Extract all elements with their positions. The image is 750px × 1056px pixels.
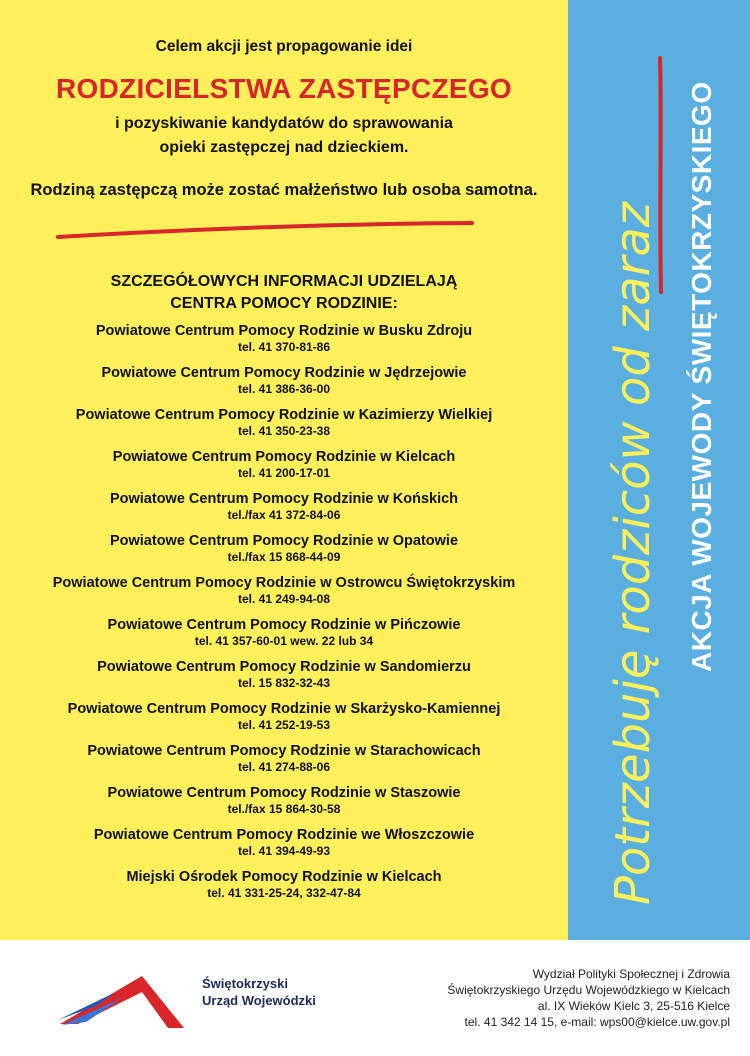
center-phone: tel. 41 357-60-01 wew. 22 lub 34 (194, 634, 374, 648)
center-entry (0, 869, 568, 911)
center-name: Powiatowe Centrum Pomocy Rodzinie w Opatowie (109, 533, 459, 549)
address-line: al. IX Wieków Kielc 3, 25-516 Kielce (537, 999, 730, 1013)
family-statement: Rodziną zastępczą może zostać małżeństwo lub osoba samotna. (30, 181, 538, 199)
center-phone: tel. 41 350-23-38 (237, 424, 331, 438)
center-phone: tel. 41 274-88-06 (237, 760, 331, 774)
intro-line-2: i pozyskiwanie kandydatów do sprawowania (115, 115, 453, 132)
center-name: Powiatowe Centrum Pomocy Rodzinie w Kielcach (112, 449, 456, 465)
center-entry (0, 365, 568, 407)
center-name: Powiatowe Centrum Pomocy Rodzinie w Kazimierzy Wielkiej (75, 407, 493, 423)
center-name: Powiatowe Centrum Pomocy Rodzinie w Jędrzejowie (101, 365, 467, 381)
center-entry (0, 827, 568, 869)
center-entry (0, 575, 568, 617)
center-phone: tel./fax 15 868-44-09 (227, 550, 341, 564)
info-header-line-1: SZCZEGÓŁOWYCH INFORMACJI UDZIELAJĄ (110, 273, 458, 290)
center-phone: tel. 15 832-32-43 (237, 676, 331, 690)
logo-line-1: Świętokrzyski (202, 976, 288, 991)
urzad-logo-icon (56, 962, 196, 1032)
centers-list (0, 323, 568, 911)
center-entry (0, 659, 568, 701)
center-entry (0, 407, 568, 449)
center-name: Miejski Ośrodek Pomocy Rodzinie w Kielcach (126, 869, 442, 885)
center-phone: tel. 41 386-36-00 (237, 382, 331, 396)
logo-line-2: Urząd Wojewódzki (202, 993, 316, 1008)
center-entry (0, 701, 568, 743)
info-header (0, 271, 568, 315)
center-phone: tel. 41 252-19-53 (237, 718, 331, 732)
center-phone: tel. 41 200-17-01 (237, 466, 331, 480)
center-name: Powiatowe Centrum Pomocy Rodzinie w Skarżysko-Kamiennej (67, 701, 501, 717)
center-name: Powiatowe Centrum Pomocy Rodzinie w Staszowie (107, 785, 461, 801)
center-entry (0, 323, 568, 365)
center-phone: tel. 41 394-49-93 (237, 844, 331, 858)
center-name: Powiatowe Centrum Pomocy Rodzinie w Busku Zdroju (95, 323, 473, 339)
center-phone: tel. 41 370-81-86 (237, 340, 331, 354)
center-name: Powiatowe Centrum Pomocy Rodzinie w Pińczowie (107, 617, 461, 633)
red-vertical-stroke (650, 55, 670, 295)
address-line: tel. 41 342 14 15, e-mail: wps00@kielce.uw.gov.pl (464, 1015, 730, 1029)
intro-text: Celem akcji jest propagowanie idei (155, 38, 413, 55)
center-phone: tel./fax 15 864-30-58 (227, 802, 341, 816)
logo-text (202, 975, 316, 1009)
intro-continuation (0, 112, 568, 160)
center-entry (0, 743, 568, 785)
address-line: Świętokrzyskiego Urzędu Wojewódzkiego w Kielcach (447, 983, 730, 997)
center-phone: tel. 41 331-25-24, 332-47-84 (207, 886, 361, 900)
headline: RODZICIELSTWA ZASTĘPCZEGO (55, 73, 513, 104)
center-name: Powiatowe Centrum Pomocy Rodzinie w Ostrowcu Świętokrzyskim (52, 575, 516, 591)
info-header-line-2: CENTRA POMOCY RODZINIE: (170, 295, 398, 312)
intro-line-3: opieki zastępczej nad dzieckiem. (159, 139, 409, 156)
center-name: Powiatowe Centrum Pomocy Rodzinie w Końskich (109, 491, 459, 507)
center-entry (0, 449, 568, 491)
address-block (447, 966, 730, 1030)
center-phone: tel./fax 41 372-84-06 (227, 508, 341, 522)
center-phone: tel. 41 249-94-08 (237, 592, 331, 606)
center-name: Powiatowe Centrum Pomocy Rodzinie w Sandomierzu (97, 659, 471, 675)
slogan-vertical: Potrzebuję rodziców od zaraz (605, 201, 661, 905)
center-name: Powiatowe Centrum Pomocy Rodzinie w Starachowicach (87, 743, 481, 759)
center-name: Powiatowe Centrum Pomocy Rodzinie we Włoszczowie (93, 827, 475, 843)
address-line: Wydział Polityki Społecznej i Zdrowia (532, 967, 730, 981)
campaign-org-vertical: AKCJA WOJEWODY ŚWIĘTOKRZYSKIEGO (686, 81, 717, 672)
center-entry (0, 785, 568, 827)
center-entry (0, 533, 568, 575)
center-entry (0, 617, 568, 659)
center-entry (0, 491, 568, 533)
red-underline-stroke (55, 218, 475, 242)
